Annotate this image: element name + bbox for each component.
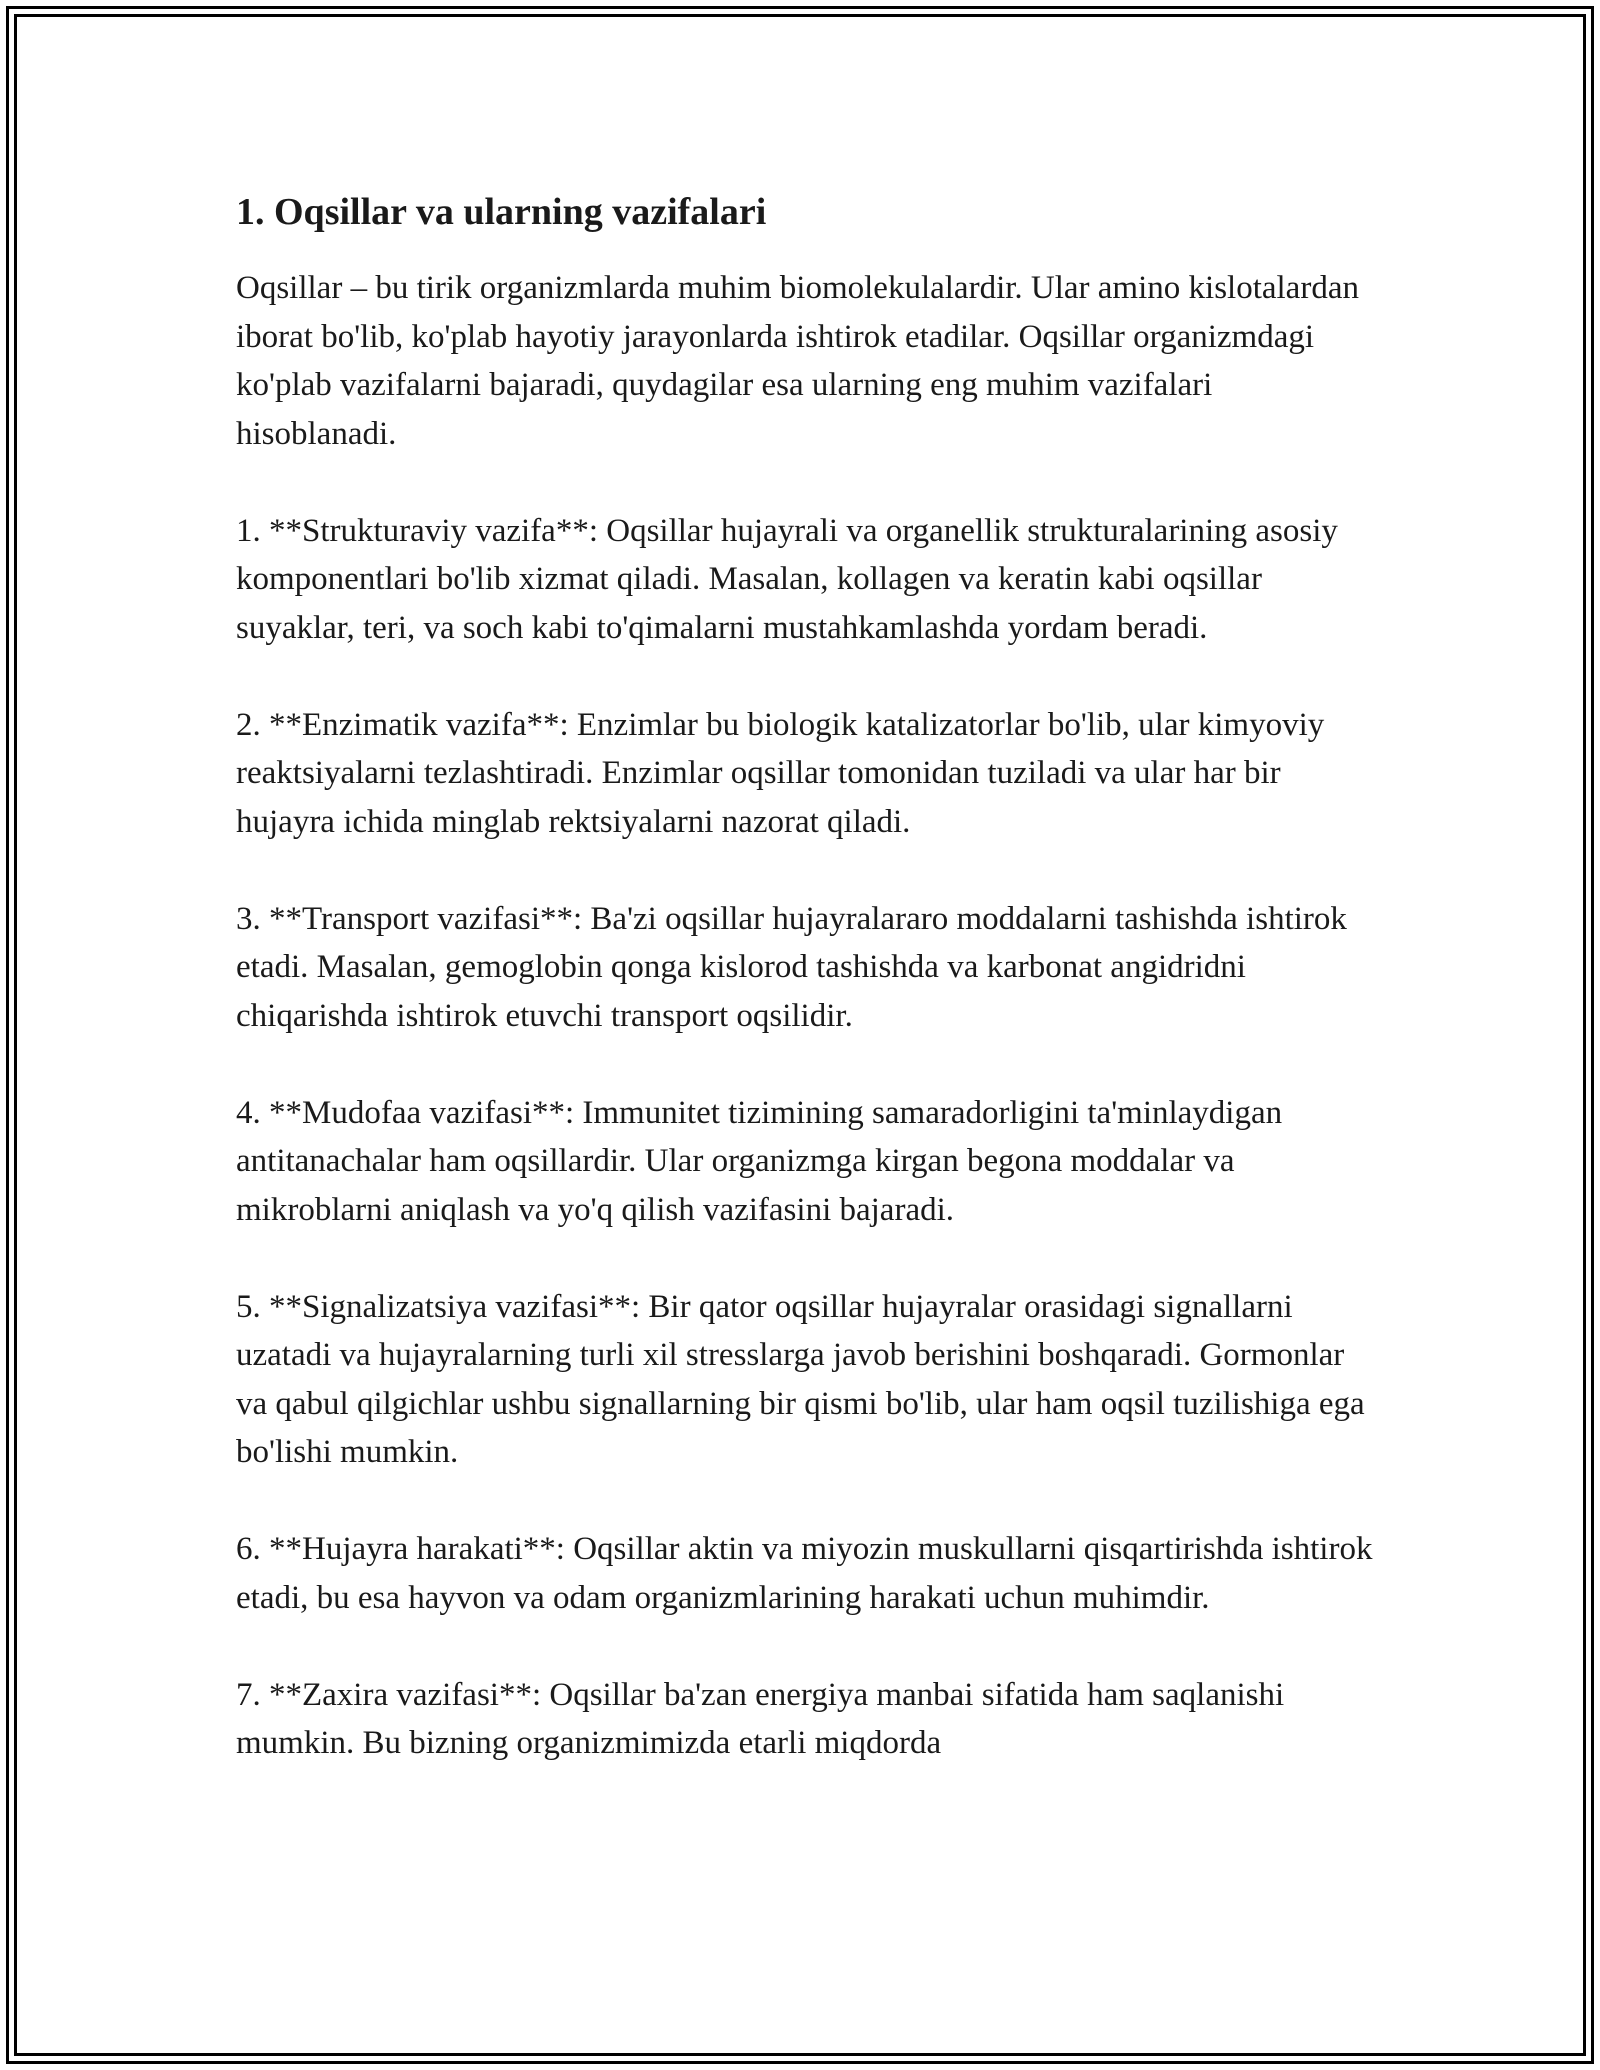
paragraph-cell-movement: 6. **Hujayra harakati**: Oqsillar aktin va miyozin muskullarni qisqartirishda ishtirok etadi, bu esa hayvon va odam organizmlarining harakati uchun muhimdir. [236, 1531, 1373, 1616]
paragraph-structural-function: 1. **Strukturaviy vazifa**: Oqsillar hujayrali va organellik strukturalarining asosiy komponentlari bo'lib xizmat qiladi. Masalan, kollagen va keratin kabi oqsillar suyaklar, teri, va soch kabi to'qimalarni mustahkamlashda yordam beradi. [236, 512, 1338, 646]
paragraph-storage-function: 7. **Zaxira vazifasi**: Oqsillar ba'zan energiya manbai sifatida ham saqlanishi mumkin. Bu bizning organizmimizda etarli miqdorda [236, 1676, 1285, 1761]
paragraph-defense-function: 4. **Mudofaa vazifasi**: Immunitet tizimining samaradorligini ta'minlaydigan antitanachalar ham oqsillardir. Ular organizmga kirgan begona moddalar va mikroblarni aniqlash va yo'q qilish vazifasini bajaradi. [236, 1094, 1283, 1228]
paragraph-transport-function: 3. **Transport vazifasi**: Ba'zi oqsillar hujayralararo moddalarni tashishda ishtirok etadi. Masalan, gemoglobin qonga kislorod tashishda va karbonat angidridni chiqarishda ishtirok etuvchi transport oqsilidir. [236, 900, 1347, 1034]
intro-paragraph: Oqsillar – bu tirik organizmlarda muhim biomolekulalardir. Ular amino kislotalardan iborat bo'lib, ko'plab hayotiy jarayonlarda ishtirok etadilar. Oqsillar organizmdagi ko'plab vazifalarni bajaradi, quydagilar esa ularning eng muhim vazifalari hisoblanadi. [236, 270, 1359, 452]
paragraph-enzymatic-function: 2. **Enzimatik vazifa**: Enzimlar bu biologik katalizatorlar bo'lib, ular kimyoviy reaktsiyalarni tezlashtiradi. Enzimlar oqsillar tomonidan tuziladi va ular har bir hujayra ichida minglab rektsiyalarni nazorat qiladi. [236, 706, 1325, 840]
paragraph-signaling-function: 5. **Signalizatsiya vazifasi**: Bir qator oqsillar hujayralar orasidagi signallarni uzatadi va hujayralarning turli xil stresslarga javob berishini boshqaradi. Gormonlar va qabul qilgichlar ushbu signallarning bir qismi bo'lib, ular ham oqsil tuzilishiga ega bo'lishi mumkin. [236, 1288, 1365, 1470]
document-title: 1. Oqsillar va ularning vazifalari [236, 191, 767, 233]
document-body [236, 186, 1376, 1816]
